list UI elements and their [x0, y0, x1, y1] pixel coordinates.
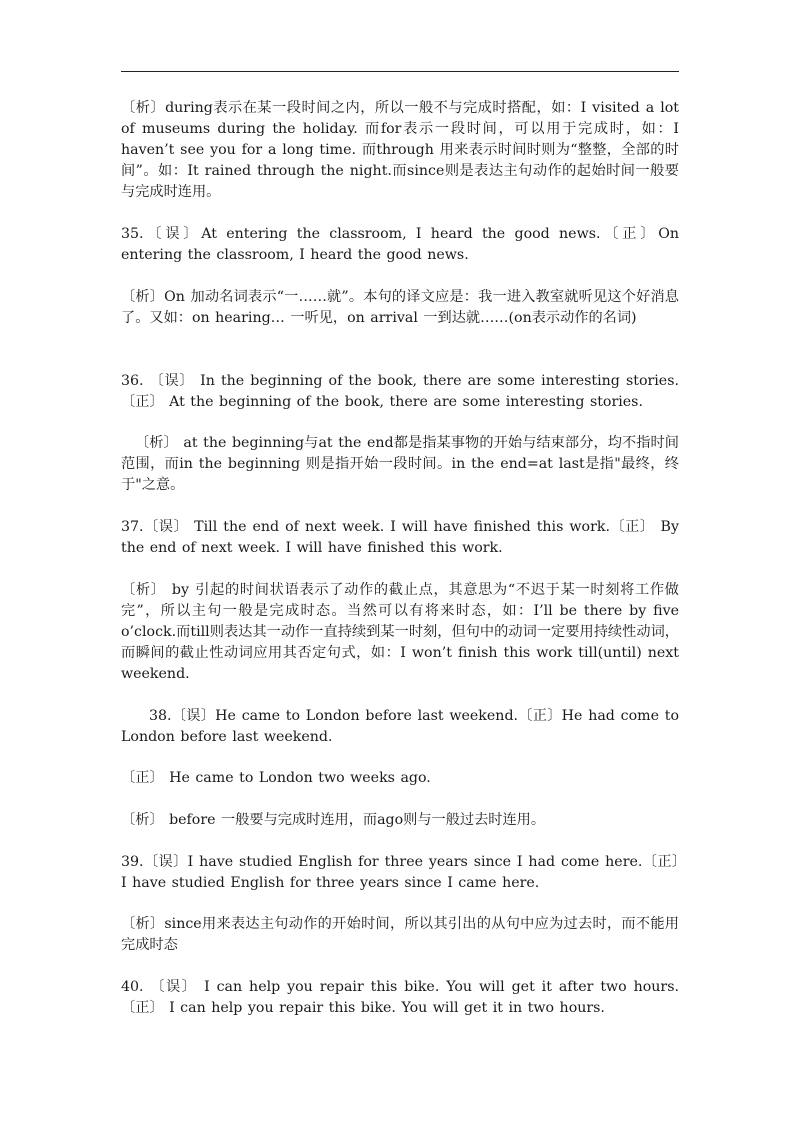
- analysis-36: 〔析〕 at the beginning与at the end都是指某事物的开始与结束部分，均不指时间范围，而in the beginning 则是指开始一段时间。in the end=at last是指"最终，终于"之意。: [121, 435, 679, 493]
- item-38: 38.〔误〕He came to London before last weekend.〔正〕He had come to London before last weekend.: [121, 708, 679, 745]
- analysis-during: 〔析〕during表示在某一段时间之内，所以一般不与完成时搭配，如：I visited a lot of museums during the holiday. 而for表示一段时间，可以用于完成时，如：I haven’t see you for a long time. 而through 用来表示时间时则为“整整，全部的时间”。如：It rained through the night.而since则是表达主句动作的起始时间一般要与完成时连用。: [121, 100, 679, 200]
- analysis-35: 〔析〕On 加动名词表示“一……就”。本句的译文应是：我一进入教室就听见这个好消息了。又如：on hearing… 一听见，on arrival 一到达就……(on表示动作的名词): [121, 289, 679, 326]
- item-35: 35.〔误〕At entering the classroom, I heard the good news.〔正〕On entering the classroom, I heard the good news.: [121, 226, 679, 263]
- item-38-alternative: 〔正〕 He came to London two weeks ago.: [121, 770, 431, 786]
- analysis-39: 〔析〕since用来表达主句动作的开始时间，所以其引出的从句中应为过去时，而不能用完成时态: [121, 916, 679, 953]
- item-37: 37.〔误〕 Till the end of next week. I will have finished this work.〔正〕 By the end of next week. I will have finished this work.: [121, 519, 679, 556]
- item-36: 36. 〔误〕 In the beginning of the book, there are some interesting stories.〔正〕 At the beginning of the book, there are some interesting stories.: [121, 373, 679, 410]
- header-rule: [121, 71, 679, 72]
- item-40: 40. 〔误〕 I can help you repair this bike. You will get it after two hours.〔正〕 I can help you repair this bike. You will get it in two hours.: [121, 979, 679, 1016]
- item-39: 39.〔误〕I have studied English for three years since I had come here.〔正〕I have studied English for three years since I came here.: [121, 854, 679, 891]
- analysis-37: 〔析〕 by 引起的时间状语表示了动作的截止点，其意思为“不迟于某一时刻将工作做完”，所以主句一般是完成时态。当然可以有将来时态，如：I’ll be there by five o’clock.而till则表达其一动作一直持续到某一时刻，但句中的动词一定要用持续性动词，而瞬间的截止性动词应用其否定句式，如：I won’t finish this work till(until) next weekend.: [121, 582, 679, 682]
- analysis-38: 〔析〕 before 一般要与完成时连用，而ago则与一般过去时连用。: [121, 812, 546, 828]
